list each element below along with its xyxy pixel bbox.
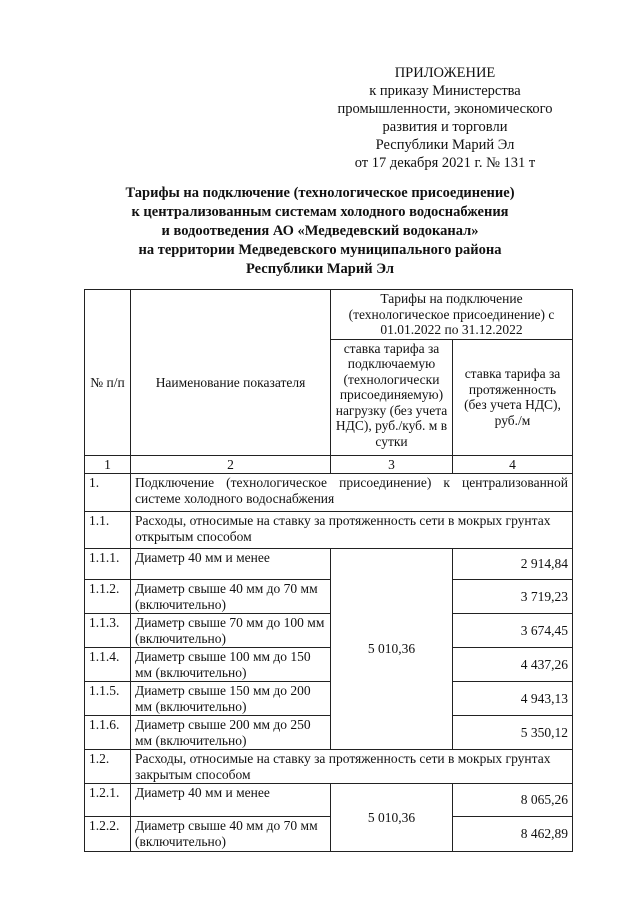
column-number: 4 <box>453 455 573 474</box>
title-line: к централизованным системам холодного водоснабжения <box>131 204 509 220</box>
row-name: Диаметр свыше 40 мм до 70 мм (включительно) <box>131 580 331 614</box>
row-name: Расходы, относимые на ставку за протяженность сети в мокрых грунтах закрытым способом <box>131 750 573 784</box>
load-rate-value: 5 010,36 <box>331 549 453 750</box>
row-num: 1.2. <box>85 750 131 784</box>
row-num: 1.1.3. <box>85 614 131 648</box>
length-rate-value: 5 350,12 <box>453 716 573 750</box>
appendix-heading: ПРИЛОЖЕНИЕ <box>394 65 496 81</box>
tariffs-table <box>84 289 573 852</box>
header-length-rate: ставка тарифа за протяженность (без учета НДС), руб./м <box>453 339 573 455</box>
header-tariffs-group: Тарифы на подключение (технологическое присоединение) с 01.01.2022 по 31.12.2022 <box>331 290 573 340</box>
table-row <box>85 817 573 852</box>
length-rate-value: 8 065,26 <box>453 784 573 817</box>
column-number: 1 <box>85 455 131 474</box>
row-name: Диаметр свыше 150 мм до 200 мм (включительно) <box>131 682 331 716</box>
appendix-line: от 17 декабря 2021 г. № 131 т <box>354 155 536 171</box>
appendix-line: к приказу Министерства <box>369 83 521 99</box>
row-num: 1.1.1. <box>85 549 131 580</box>
length-rate-value: 4 437,26 <box>453 648 573 682</box>
length-rate-value: 3 719,23 <box>453 580 573 614</box>
appendix-block <box>300 64 590 172</box>
row-num: 1.2.1. <box>85 784 131 817</box>
row-name: Диаметр свыше 100 мм до 150 мм (включительно) <box>131 648 331 682</box>
table-row <box>85 682 573 716</box>
row-name: Диаметр 40 мм и менее <box>131 549 331 580</box>
length-rate-value: 8 462,89 <box>453 817 573 852</box>
title-line: Тарифы на подключение (технологическое присоединение) <box>125 185 515 201</box>
row-num: 1.1.6. <box>85 716 131 750</box>
length-rate-value: 4 943,13 <box>453 682 573 716</box>
table-row <box>85 784 573 817</box>
title-line: на территории Медведевского муниципального района <box>138 242 502 258</box>
table-row <box>85 549 573 580</box>
table-row <box>85 648 573 682</box>
header-name: Наименование показателя <box>131 290 331 456</box>
document-title <box>60 184 580 279</box>
header-num: № п/п <box>85 290 131 456</box>
subsection-row <box>85 512 573 549</box>
subsection-row <box>85 750 573 784</box>
row-num: 1.1.5. <box>85 682 131 716</box>
title-line: и водоотведения АО «Медведевский водоканал» <box>161 223 479 239</box>
title-line: Республики Марий Эл <box>246 261 394 277</box>
table-row <box>85 614 573 648</box>
row-name: Диаметр свыше 40 мм до 70 мм (включительно) <box>131 817 331 852</box>
length-rate-value: 2 914,84 <box>453 549 573 580</box>
table-row <box>85 580 573 614</box>
appendix-line: Республики Марий Эл <box>375 137 515 153</box>
load-rate-value: 5 010,36 <box>331 784 453 852</box>
row-name: Расходы, относимые на ставку за протяженность сети в мокрых грунтах открытым способом <box>131 512 573 549</box>
row-name: Диаметр 40 мм и менее <box>131 784 331 817</box>
row-name: Диаметр свыше 70 мм до 100 мм (включительно) <box>131 614 331 648</box>
row-num: 1.1. <box>85 512 131 549</box>
row-num: 1.1.2. <box>85 580 131 614</box>
column-numbers-row <box>85 455 573 474</box>
header-load-rate: ставка тарифа за подключаемую (технологически присоединяемую) нагрузку (без учета НДС), руб./куб. м в сутки <box>331 339 453 455</box>
section-row <box>85 474 573 512</box>
table-row <box>85 716 573 750</box>
table-header-row <box>85 290 573 340</box>
column-number: 3 <box>331 455 453 474</box>
row-num: 1.1.4. <box>85 648 131 682</box>
appendix-line: развития и торговли <box>382 119 508 135</box>
row-name: Подключение (технологическое присоединение) к централизованной системе холодного водоснабжения <box>131 474 573 512</box>
column-number: 2 <box>131 455 331 474</box>
appendix-line: промышленности, экономического <box>337 101 553 117</box>
row-num: 1. <box>85 474 131 512</box>
row-name: Диаметр свыше 200 мм до 250 мм (включительно) <box>131 716 331 750</box>
row-num: 1.2.2. <box>85 817 131 852</box>
length-rate-value: 3 674,45 <box>453 614 573 648</box>
